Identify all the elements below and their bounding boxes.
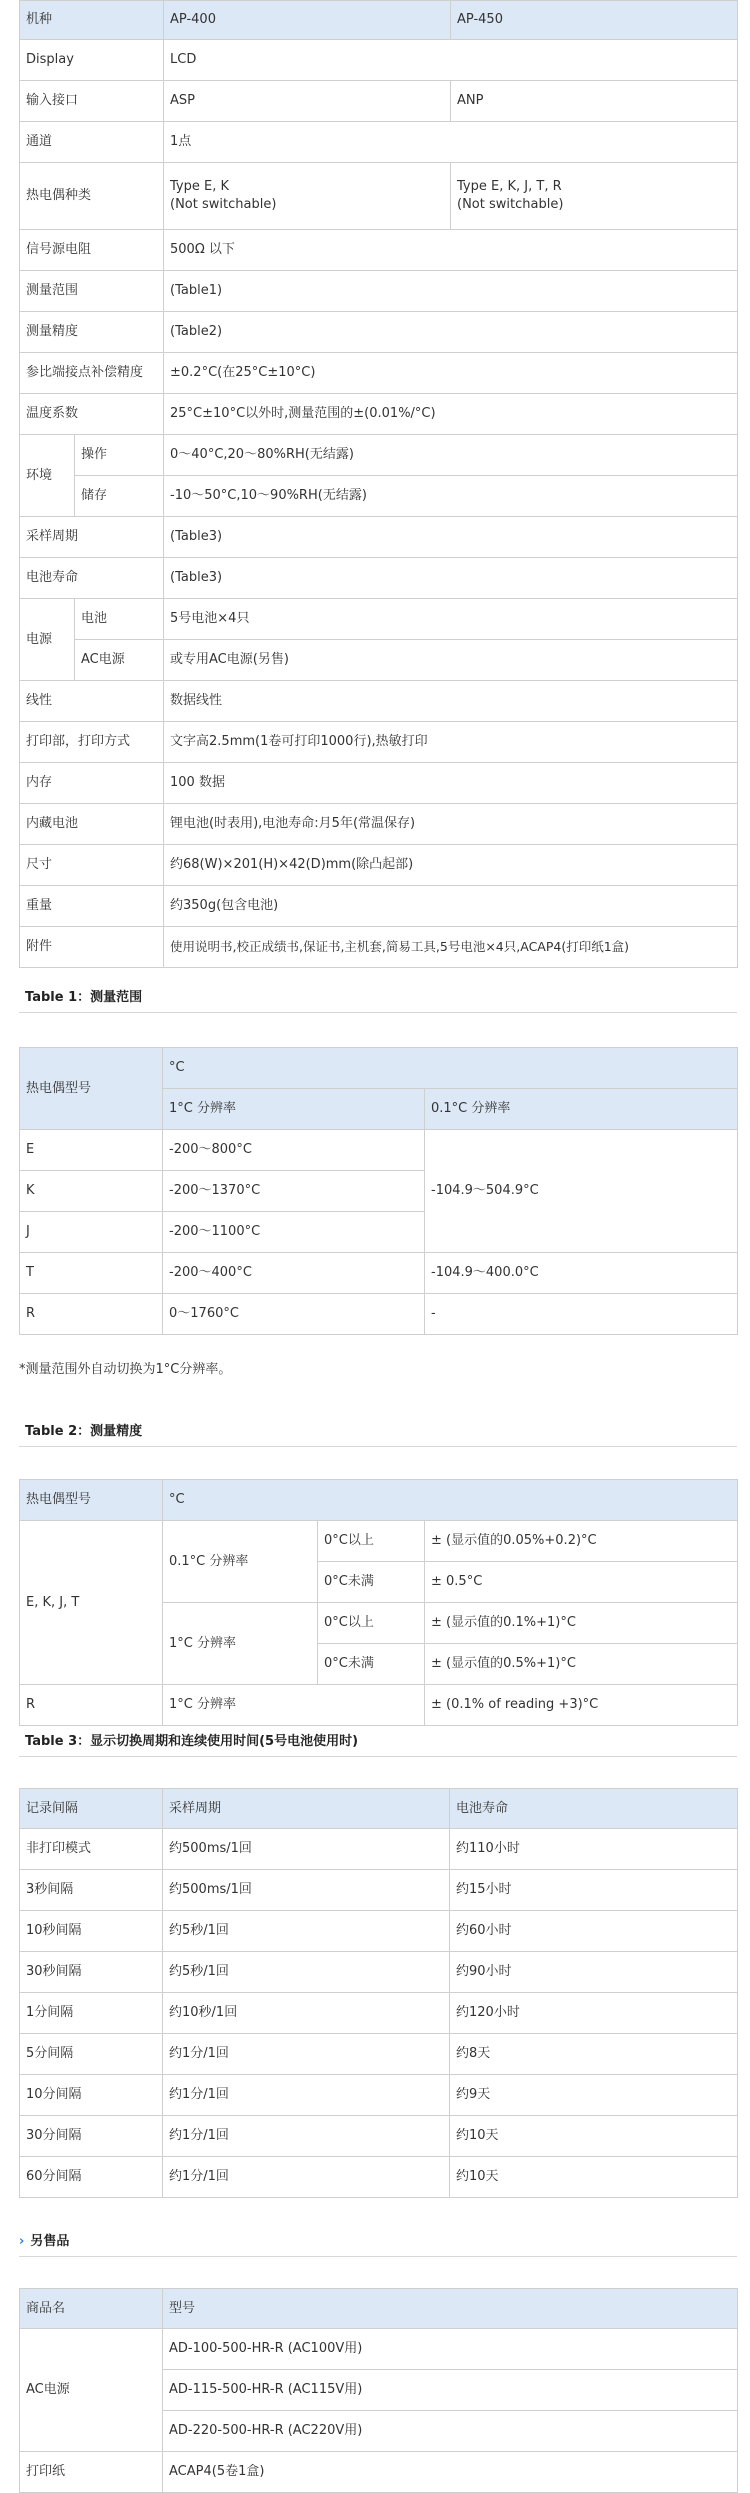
t2-res: 0.1°C 分辨率 [163, 1521, 318, 1603]
row-label: 打印部，打印方式 [20, 722, 164, 763]
t3-cell: 约1分/1回 [163, 2075, 450, 2116]
t3-cell: 30分间隔 [20, 2116, 163, 2157]
row-value: (Table2) [164, 312, 738, 353]
opt-model: AD-220-500-HR-R (AC220V用) [163, 2411, 738, 2452]
row-value: (Table3) [164, 558, 738, 599]
t3-cell: 非打印模式 [20, 1829, 163, 1870]
t2-types: E, K, J, T [20, 1521, 163, 1685]
row-value: (Table1) [164, 271, 738, 312]
opt-model: AD-100-500-HR-R (AC100V用) [163, 2329, 738, 2370]
t3-cell: 10分间隔 [20, 2075, 163, 2116]
t3-cell: 约10天 [450, 2157, 738, 2198]
options-table [19, 2288, 738, 2493]
t3-cell: 30秒间隔 [20, 1952, 163, 1993]
row-value: -10～50°C,10～90%RH(无结露) [164, 476, 738, 517]
divider [19, 1756, 737, 1757]
row-label: 电池寿命 [20, 558, 164, 599]
row-value: 约68(W)×201(H)×42(D)mm(除凸起部) [164, 845, 738, 886]
row-value: 5号电池×4只 [164, 599, 738, 640]
opt-ac: AC电源 [20, 2329, 163, 2452]
t2-val: ± 0.5°C [425, 1562, 738, 1603]
row-label: 内存 [20, 763, 164, 804]
t1-type: T [20, 1253, 163, 1294]
row-label: 电源 [20, 599, 75, 681]
row-label: 附件 [20, 927, 164, 968]
row-label: 重量 [20, 886, 164, 927]
table2-caption: Table 2：测量精度 [25, 1424, 143, 1439]
row-sublabel: 电池 [75, 599, 164, 640]
row-value: ASP [164, 81, 451, 122]
row-value: 文字高2.5mm(1卷可打印1000行),热敏打印 [164, 722, 738, 763]
row-label: 测量精度 [20, 312, 164, 353]
divider [19, 1446, 737, 1447]
row-value [164, 163, 451, 230]
row-value: (Table3) [164, 517, 738, 558]
opt-header: 商品名 [20, 2289, 163, 2329]
t2-res: 1°C 分辨率 [163, 1685, 425, 1726]
row-label: 环境 [20, 435, 75, 517]
t2-cond: 0°C以上 [318, 1521, 425, 1562]
row-label: 输入接口 [20, 81, 164, 122]
table1-caption: Table 1：测量范围 [25, 990, 143, 1005]
tc-note-400: (Not switchable) [170, 197, 277, 212]
t3-cell: 约1分/1回 [163, 2116, 450, 2157]
t3-cell: 10秒间隔 [20, 1911, 163, 1952]
tc-note-450: (Not switchable) [457, 197, 564, 212]
t2-types: R [20, 1685, 163, 1726]
t3-header: 电池寿命 [450, 1789, 738, 1829]
row-label: 信号源电阻 [20, 230, 164, 271]
table3-caption: Table 3：显示切换周期和连续使用时间(5号电池使用时) [25, 1734, 359, 1749]
t3-cell: 60分间隔 [20, 2157, 163, 2198]
row-value: 500Ω 以下 [164, 230, 738, 271]
row-label: 热电偶种类 [20, 163, 164, 230]
spec-table [19, 0, 738, 968]
row-value: 使用说明书,校正成绩书,保证书,主机套,简易工具,5号电池×4只,ACAP4(打印纸1盒) [164, 927, 738, 968]
t3-cell: 5分间隔 [20, 2034, 163, 2075]
t3-cell: 约5秒/1回 [163, 1952, 450, 1993]
row-label: 尺寸 [20, 845, 164, 886]
t3-cell: 约1分/1回 [163, 2157, 450, 2198]
t1-header-01c: 0.1°C 分辨率 [425, 1089, 738, 1130]
row-value: 约350g(包含电池) [164, 886, 738, 927]
t2-val: ± (0.1% of reading +3)°C [425, 1685, 738, 1726]
t3-cell: 约1分/1回 [163, 2034, 450, 2075]
row-value: 数据线性 [164, 681, 738, 722]
t3-cell: 约120小时 [450, 1993, 738, 2034]
t1-range: -200～1100°C [163, 1212, 425, 1253]
spec-header-ap400: AP-400 [164, 1, 451, 40]
divider [19, 2256, 737, 2257]
table3 [19, 1788, 738, 2198]
t2-val: ± (显示值的0.05%+0.2)°C [425, 1521, 738, 1562]
row-value: 1点 [164, 122, 738, 163]
row-label: 线性 [20, 681, 164, 722]
t1-type: R [20, 1294, 163, 1335]
t1-header-1c: 1°C 分辨率 [163, 1089, 425, 1130]
options-title-text: 另售品 [30, 2234, 70, 2249]
t2-cond: 0°C未满 [318, 1644, 425, 1685]
row-sublabel: AC电源 [75, 640, 164, 681]
t1-range-01: -104.9～400.0°C [425, 1253, 738, 1294]
opt-paper: 打印纸 [20, 2452, 163, 2493]
options-title [19, 2230, 69, 2249]
t2-res: 1°C 分辨率 [163, 1603, 318, 1685]
t1-header-type: 热电偶型号 [20, 1048, 163, 1130]
row-label: 测量范围 [20, 271, 164, 312]
tc-type-450: Type E, K, J, T, R [457, 179, 562, 194]
t3-cell: 约10秒/1回 [163, 1993, 450, 2034]
t2-val: ± (显示值的0.1%+1)°C [425, 1603, 738, 1644]
t1-type: E [20, 1130, 163, 1171]
divider [19, 1012, 737, 1013]
table1 [19, 1047, 738, 1335]
row-value: LCD [164, 40, 738, 81]
row-label: 通道 [20, 122, 164, 163]
t3-cell: 约10天 [450, 2116, 738, 2157]
opt-header: 型号 [163, 2289, 738, 2329]
row-value: 25°C±10°C以外时,测量范围的±(0.01%/°C) [164, 394, 738, 435]
t3-cell: 约500ms/1回 [163, 1870, 450, 1911]
row-value [451, 163, 738, 230]
t3-cell: 约15小时 [450, 1870, 738, 1911]
t2-cond: 0°C未满 [318, 1562, 425, 1603]
t3-cell: 约110小时 [450, 1829, 738, 1870]
row-value: 或专用AC电源(另售) [164, 640, 738, 681]
row-sublabel: 操作 [75, 435, 164, 476]
t1-range: -200～1370°C [163, 1171, 425, 1212]
row-sublabel: 储存 [75, 476, 164, 517]
t1-type: K [20, 1171, 163, 1212]
t2-val: ± (显示值的0.5%+1)°C [425, 1644, 738, 1685]
t2-header-unit: °C [163, 1480, 738, 1521]
t3-cell: 3秒间隔 [20, 1870, 163, 1911]
t3-cell: 约90小时 [450, 1952, 738, 1993]
opt-paper-model: ACAP4(5卷1盒) [163, 2452, 738, 2493]
row-value: 锂电池(时表用),电池寿命:月5年(常温保存) [164, 804, 738, 845]
t3-header: 采样周期 [163, 1789, 450, 1829]
t1-type: J [20, 1212, 163, 1253]
t1-range-01: - [425, 1294, 738, 1335]
table2 [19, 1479, 738, 1726]
t2-cond: 0°C以上 [318, 1603, 425, 1644]
row-label: Display [20, 40, 164, 81]
table1-note: *测量范围外自动切换为1°C分辨率。 [19, 1362, 232, 1377]
row-value: ±0.2°C(在25°C±10°C) [164, 353, 738, 394]
tc-type-400: Type E, K [170, 179, 230, 194]
t1-range-01: -104.9～504.9°C [425, 1130, 738, 1253]
row-label: 内藏电池 [20, 804, 164, 845]
t3-cell: 约500ms/1回 [163, 1829, 450, 1870]
t3-cell: 约60小时 [450, 1911, 738, 1952]
row-value: 100 数据 [164, 763, 738, 804]
t3-cell: 约9天 [450, 2075, 738, 2116]
t1-range: 0～1760°C [163, 1294, 425, 1335]
t2-header-type: 热电偶型号 [20, 1480, 163, 1521]
t3-header: 记录间隔 [20, 1789, 163, 1829]
row-label: 温度系数 [20, 394, 164, 435]
t1-range: -200～800°C [163, 1130, 425, 1171]
row-value: ANP [451, 81, 738, 122]
t1-range: -200～400°C [163, 1253, 425, 1294]
row-label: 采样周期 [20, 517, 164, 558]
t3-cell: 约5秒/1回 [163, 1911, 450, 1952]
row-value: 0～40°C,20～80%RH(无结露) [164, 435, 738, 476]
t1-header-unit: °C [163, 1048, 738, 1089]
chevron-right-icon: › [19, 2234, 25, 2249]
t3-cell: 1分间隔 [20, 1993, 163, 2034]
opt-model: AD-115-500-HR-R (AC115V用) [163, 2370, 738, 2411]
t3-cell: 约8天 [450, 2034, 738, 2075]
spec-header-ap450: AP-450 [451, 1, 738, 40]
row-label: 参比端接点补偿精度 [20, 353, 164, 394]
spec-header-model: 机种 [20, 1, 164, 40]
